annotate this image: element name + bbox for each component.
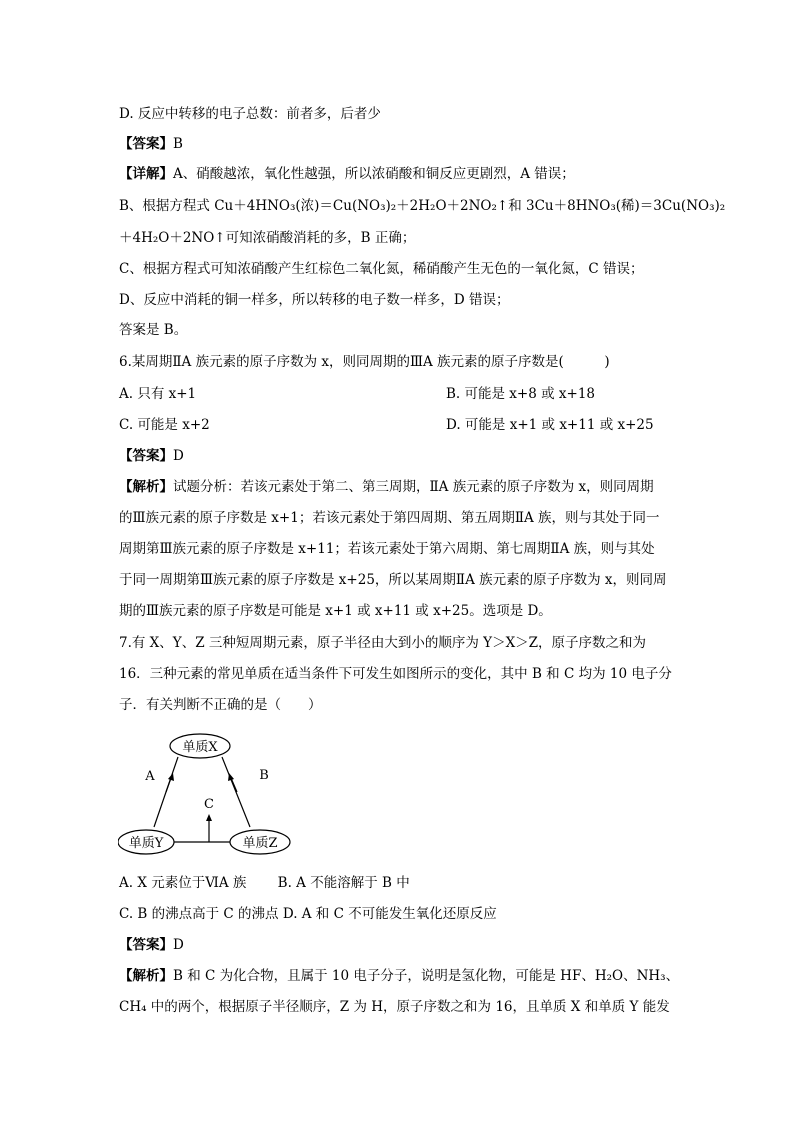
node-x-label: 单质X (182, 740, 218, 755)
analysis-text: 试题分析：若该元素处于第二、第三周期，ⅡA 族元素的原子序数为 x，则同周期 (173, 479, 654, 495)
q7-options-line-1: A. X 元素位于ⅥA 族 B. A 不能溶解于 B 中 (119, 875, 410, 891)
q7-answer-line (119, 935, 184, 955)
explanation-d-line: D、反应中消耗的铜一样多，所以转移的电子数一样多，D 错误； (119, 292, 510, 308)
q7-options-line-2: C. B 的沸点高于 C 的沸点 D. A 和 C 不可能发生氧化还原反应 (119, 906, 497, 922)
answer-tag: 【答案】 (119, 937, 173, 953)
option-d-line: D. 反应中转移的电子总数：前者多，后者少 (119, 106, 381, 122)
q6-analysis-line (119, 477, 654, 497)
question-7-line-3: 子．有关判断不正确的是（ ） (119, 697, 322, 713)
answer-tag: 【答案】 (119, 448, 173, 464)
equation-line-2: ＋4H₂O＋2NO↑可知浓硝酸消耗的多，B 正确； (119, 230, 416, 246)
q6-option-d: D. 可能是 x+1 或 x+11 或 x+25 (446, 417, 654, 433)
explanation-line (119, 164, 575, 184)
q6-option-a: A. 只有 x+1 (119, 386, 197, 402)
explanation-text: A、硝酸越浓，氧化性越强，所以浓硝酸和铜反应更剧烈，A 错误； (173, 166, 575, 182)
question-7: 7.有 X、Y、Z 三种短周期元素，原子半径由大到小的顺序为 Y＞X＞Z，原子序数之和为 (119, 635, 647, 651)
analysis-tag: 【解析】 (119, 968, 173, 984)
answer-value: B (173, 136, 183, 152)
node-y-label: 单质Y (128, 836, 164, 851)
explanation-c-line: C、根据方程式可知浓硝酸产生红棕色二氧化氮，稀硝酸产生无色的一氧化氮，C 错误； (119, 261, 644, 277)
arrow-a-head (168, 773, 174, 781)
q6-analysis-line-2: 的Ⅲ族元素的原子序数是 x+1；若该元素处于第四周期、第五周期ⅡA 族，则与其处于同一 (119, 510, 660, 526)
conclusion-line: 答案是 B。 (119, 322, 188, 338)
q6-analysis-line-4: 于同一周期第Ⅲ族元素的原子序数是 x+25，所以某周期ⅡA 族元素的原子序数为 x，则同周 (119, 572, 667, 588)
answer-value: D (173, 448, 184, 464)
analysis-tag: 【解析】 (119, 479, 173, 495)
q6-option-c: C. 可能是 x+2 (119, 417, 210, 433)
q6-analysis-line-3: 周期第Ⅲ族元素的原子序数是 x+11；若该元素处于第六周期、第七周期ⅡA 族，则与其处 (119, 541, 655, 557)
equation-line-1: B、根据方程式 Cu＋4HNO₃(浓)＝Cu(NO₃)₂＋2H₂O＋2NO₂↑和 3Cu＋8HNO₃(稀)＝3Cu(NO₃)₂ (119, 198, 726, 214)
arrow-c-head (206, 814, 212, 821)
arrow-b-head (228, 773, 234, 781)
question-7-line-2: 16．三种元素的常见单质在适当条件下可发生如图所示的变化，其中 B 和 C 均为 10 电子分 (119, 666, 672, 682)
q7-analysis-line (119, 966, 679, 986)
edge-x-z (222, 757, 250, 827)
label-a: A (145, 769, 155, 784)
label-b: B (259, 768, 269, 783)
arrow-b (231, 778, 237, 792)
reaction-diagram (118, 732, 298, 858)
q6-analysis-line-5: 期的Ⅲ族元素的原子序数是可能是 x+1 或 x+11 或 x+25。选项是 D。 (119, 603, 552, 619)
answer-line (119, 134, 183, 154)
label-c: C (204, 797, 214, 812)
answer-tag: 【答案】 (119, 136, 173, 152)
q6-answer-line (119, 446, 184, 466)
question-6: 6.某周期ⅡA 族元素的原子序数为 x，则同周期的ⅢA 族元素的原子序数是( ) (119, 354, 610, 370)
answer-value: D (173, 937, 184, 953)
q7-analysis-line-2: CH₄ 中的两个，根据原子半径顺序，Z 为 H，原子序数之和为 16，且单质 X 和单质 Y 能发 (119, 999, 670, 1015)
analysis-text: B 和 C 为化合物，且属于 10 电子分子，说明是氢化物，可能是 HF、H₂O、NH₃、 (173, 968, 680, 984)
explanation-tag: 【详解】 (119, 166, 173, 182)
node-z-label: 单质Z (242, 836, 278, 851)
q6-option-b: B. 可能是 x+8 或 x+18 (446, 386, 595, 402)
arrow-a (166, 778, 171, 792)
